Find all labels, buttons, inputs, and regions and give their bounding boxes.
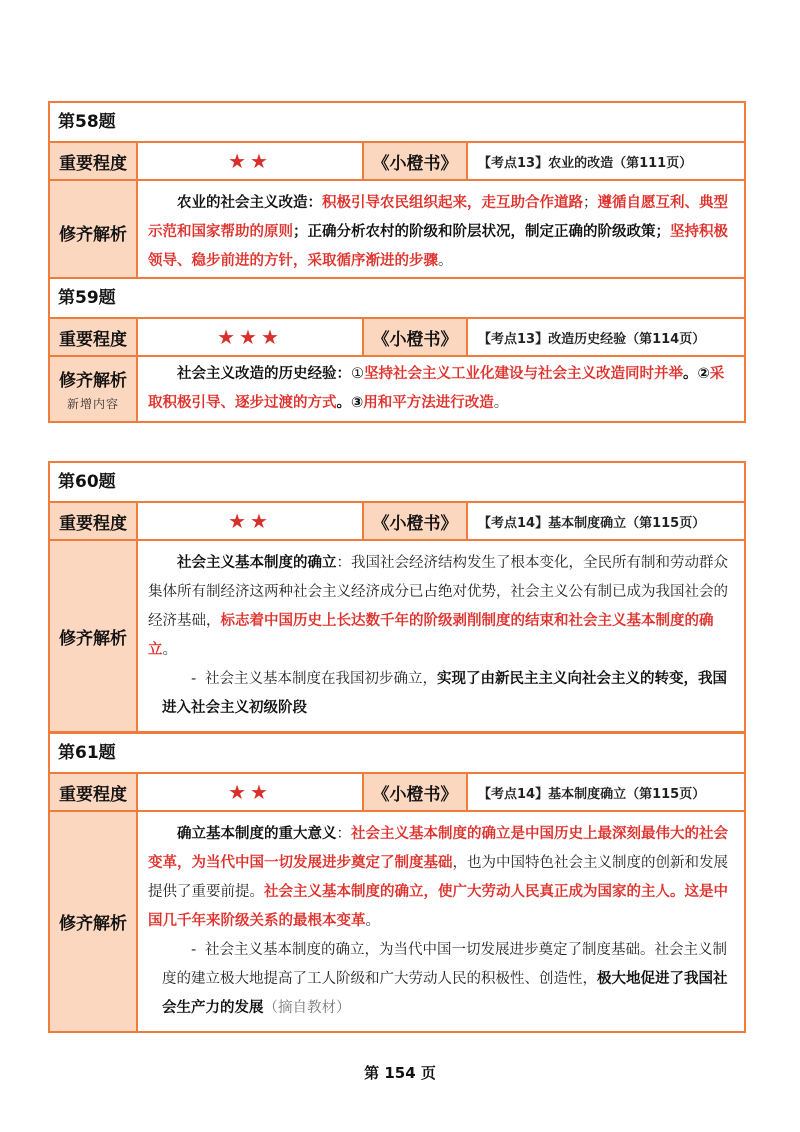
question-61-card bbox=[48, 732, 746, 1033]
book-label: 《小橙书》 bbox=[364, 143, 468, 179]
page-number: 第 154 页 bbox=[364, 1064, 436, 1082]
question-title: 第61题 bbox=[50, 734, 744, 774]
analysis-row bbox=[50, 181, 744, 284]
analysis-note: - 社会主义基本制度在我国初步确立，实现了由新民主主义向社会主义的转变，我国进入社会主义初级阶段 bbox=[162, 671, 727, 716]
analysis-row bbox=[50, 812, 744, 1031]
importance-label: 重要程度 bbox=[50, 503, 138, 539]
importance-label: 重要程度 bbox=[50, 143, 138, 179]
reference-text: 【考点13】改造历史经验（第114页） bbox=[478, 331, 706, 347]
analysis-row bbox=[50, 357, 744, 421]
question-60-card bbox=[48, 461, 746, 733]
question-title: 第58题 bbox=[50, 103, 744, 143]
analysis-label: 修齐解析 新增内容 bbox=[50, 357, 138, 421]
star-rating: ★★ bbox=[138, 143, 364, 179]
star-rating: ★★ bbox=[138, 774, 364, 810]
importance-label: 重要程度 bbox=[50, 774, 138, 810]
question-58-card bbox=[48, 101, 746, 286]
book-label: 《小橙书》 bbox=[364, 774, 468, 810]
analysis-label: 修齐解析 bbox=[50, 181, 138, 284]
analysis-content bbox=[138, 812, 744, 1031]
analysis-label: 修齐解析 bbox=[50, 812, 138, 1031]
importance-row bbox=[50, 774, 744, 812]
reference-text: 【考点14】基本制度确立（第115页） bbox=[478, 515, 706, 531]
analysis-paragraph: 社会主义改造的历史经验：①坚持社会主义工业化建设与社会主义改造同时并举。②采取积极引导、逐步过渡的方式。③用和平方法进行改造。 bbox=[148, 366, 725, 411]
question-59-card bbox=[48, 277, 746, 423]
reference-text: 【考点14】基本制度确立（第115页） bbox=[478, 786, 706, 802]
analysis-label: 修齐解析 bbox=[50, 541, 138, 731]
star-rating: ★★ bbox=[138, 503, 364, 539]
analysis-content bbox=[138, 541, 744, 731]
analysis-content bbox=[138, 181, 744, 284]
book-label: 《小橙书》 bbox=[364, 319, 468, 355]
importance-row bbox=[50, 319, 744, 357]
analysis-paragraph: 农业的社会主义改造：积极引导农民组织起来，走互助合作道路；遵循自愿互利、典型示范和国家帮助的原则；正确分析农村的阶级和阶层状况，制定正确的阶级政策；坚持积极领导、稳步前进的方针，采取循序渐进的步骤。 bbox=[148, 195, 728, 269]
star-rating: ★★★ bbox=[138, 319, 364, 355]
question-title: 第60题 bbox=[50, 463, 744, 503]
importance-row bbox=[50, 143, 744, 181]
importance-label: 重要程度 bbox=[50, 319, 138, 355]
analysis-row bbox=[50, 541, 744, 731]
reference-text: 【考点13】农业的改造（第111页） bbox=[478, 155, 693, 171]
question-title: 第59题 bbox=[50, 279, 744, 319]
analysis-content bbox=[138, 357, 744, 421]
analysis-paragraph: 社会主义基本制度的确立：我国社会经济结构发生了根本变化，全民所有制和劳动群众集体所有制经济这两种社会主义经济成分已占绝对优势，社会主义公有制已成为我国社会的经济基础，标志着中国历史上长达数千年的阶级剥削制度的结束和社会主义基本制度的确立。 bbox=[148, 555, 728, 658]
importance-row bbox=[50, 503, 744, 541]
analysis-note: - 社会主义基本制度的确立，为当代中国一切发展进步奠定了制度基础。社会主义制度的建立极大地提高了工人阶级和广大劳动人民的积极性、创造性，极大地促进了我国社会生产力的发展（摘自教材） bbox=[162, 942, 728, 1016]
book-label: 《小橙书》 bbox=[364, 503, 468, 539]
analysis-paragraph: 确立基本制度的重大意义：社会主义基本制度的确立是中国历史上最深刻最伟大的社会变革，为当代中国一切发展进步奠定了制度基础，也为中国特色社会主义制度的创新和发展提供了重要前提。社会主义基本制度的确立，使广大劳动人民真正成为国家的主人。这是中国几千年来阶级关系的最根本变革。 bbox=[148, 826, 728, 929]
new-content-tag: 新增内容 bbox=[66, 397, 119, 411]
